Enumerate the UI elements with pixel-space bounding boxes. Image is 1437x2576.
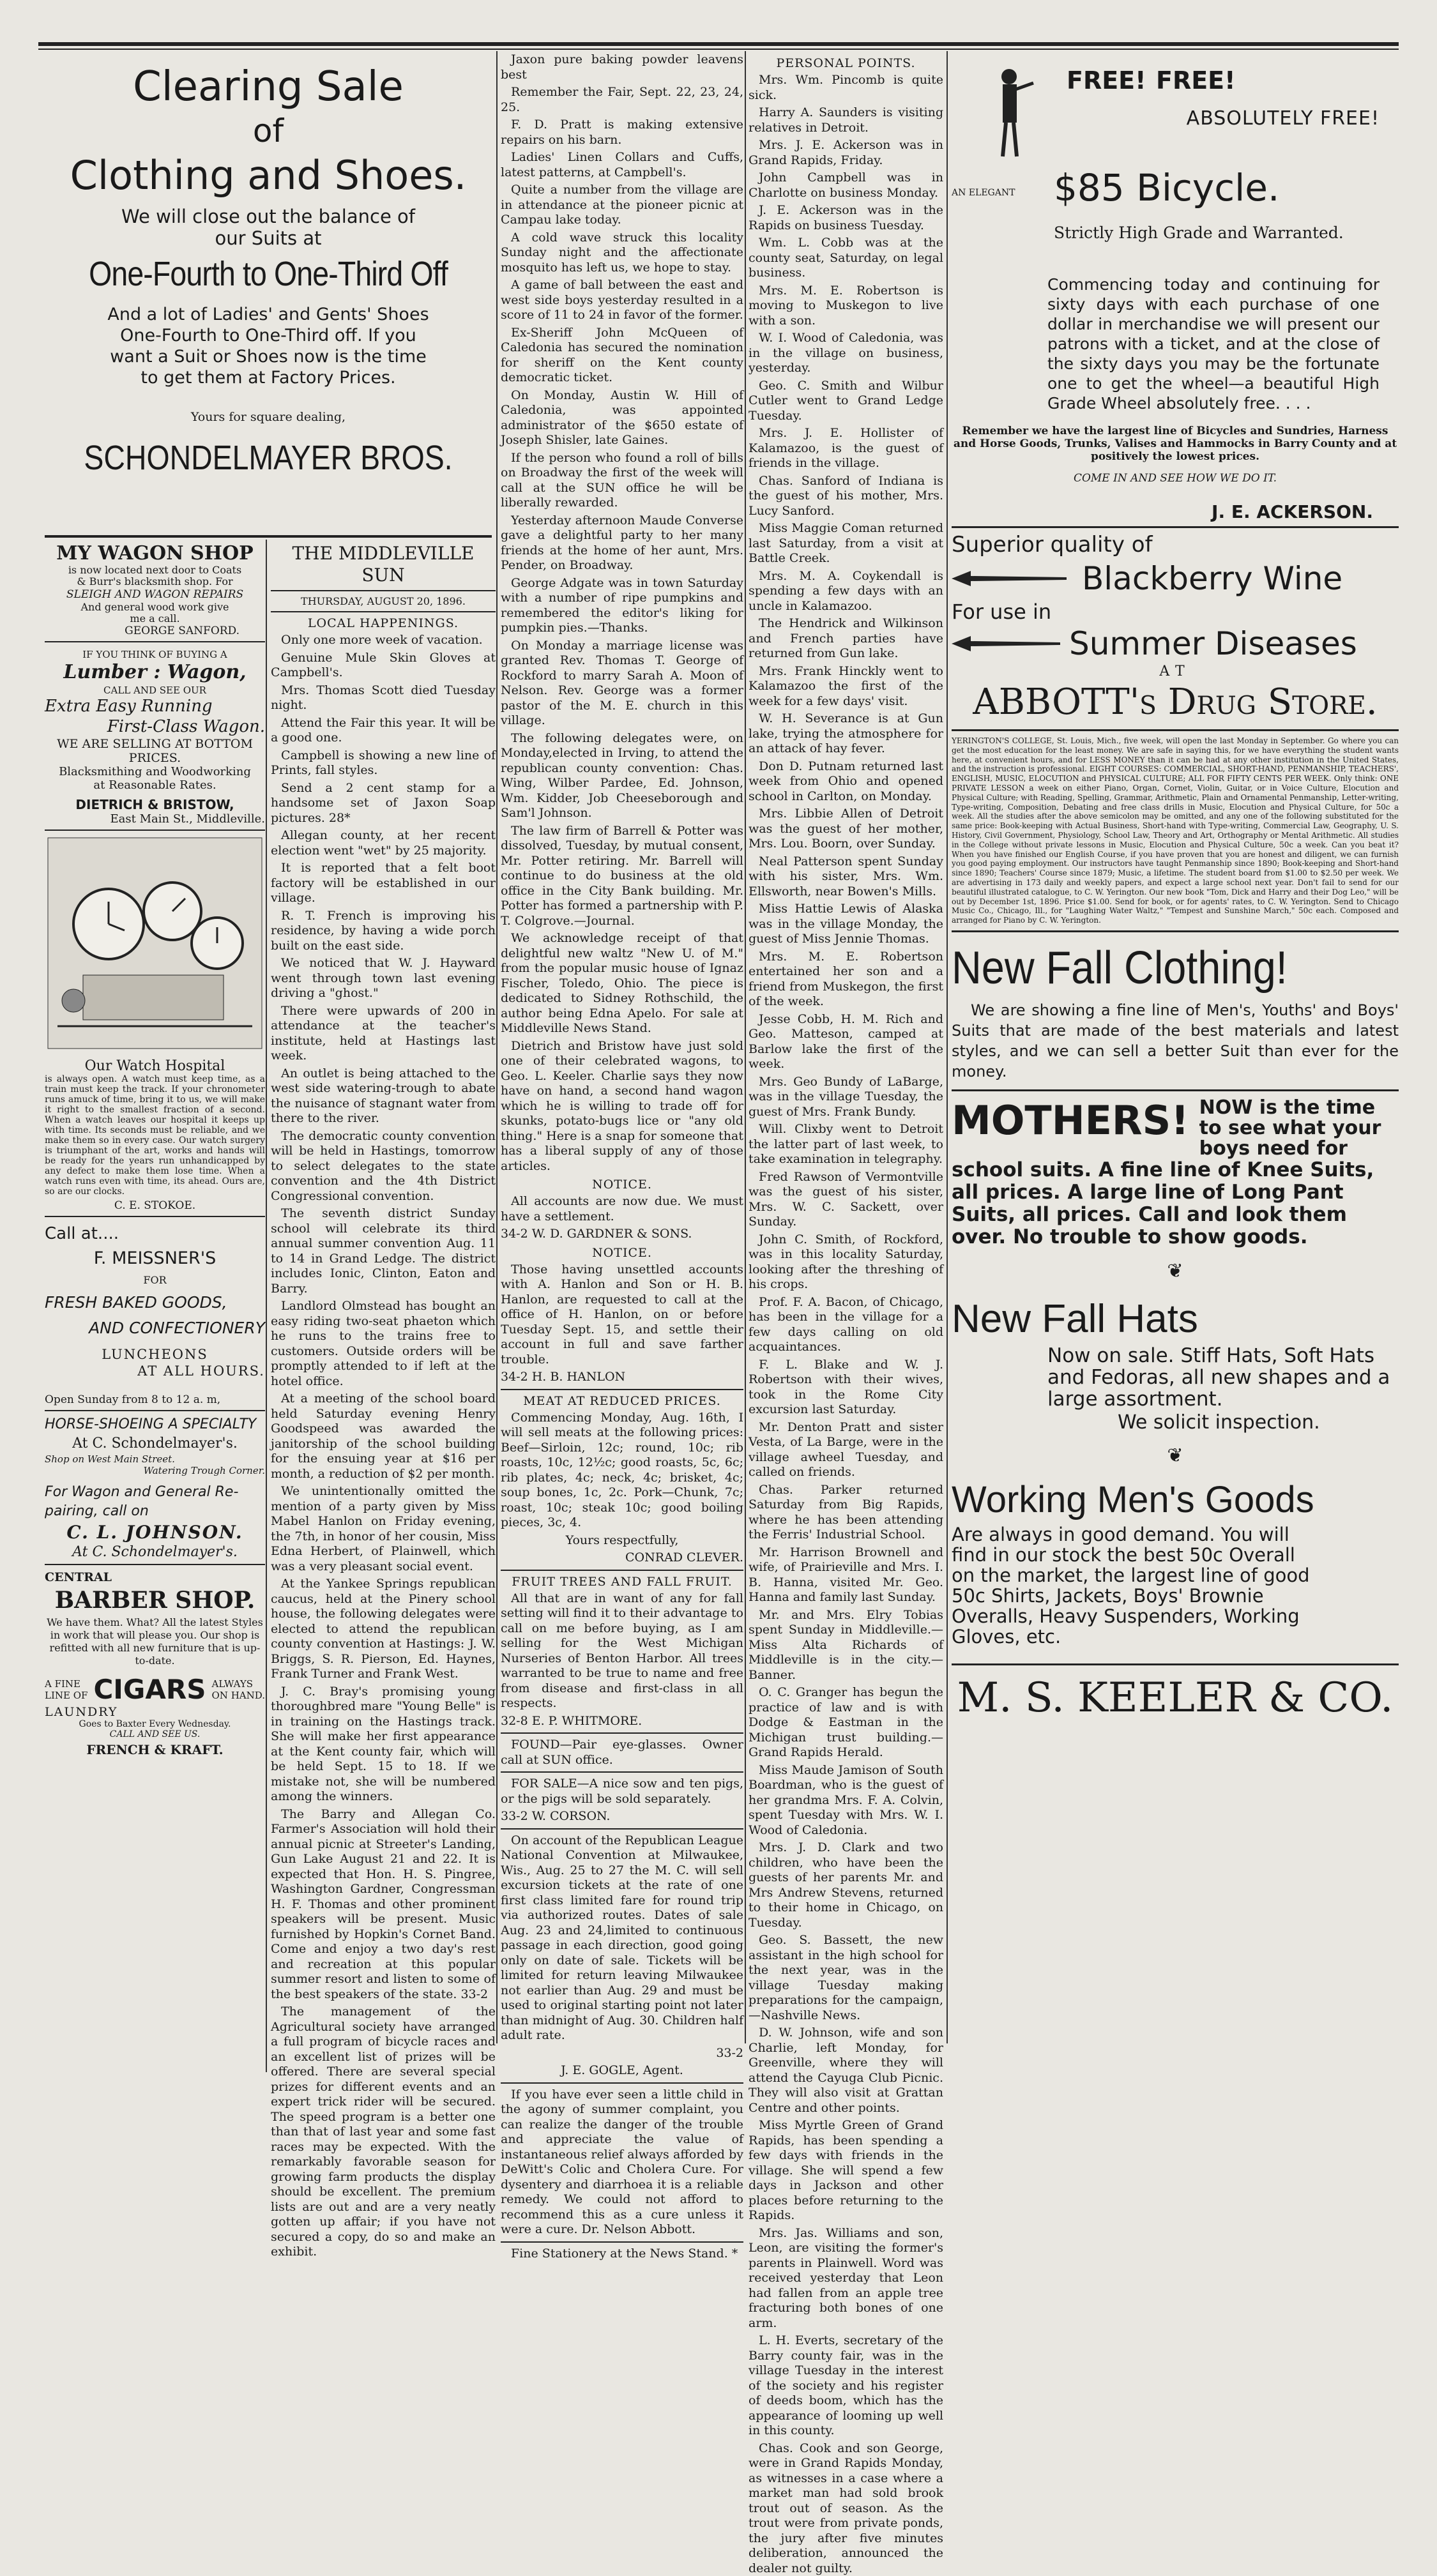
meissner-l6: LUNCHEONS [45, 1346, 265, 1363]
col3-items [501, 52, 743, 1174]
clearing-line2: of [45, 110, 492, 152]
notice1: All accounts are now due. We must have a settlement. [501, 1194, 743, 1224]
local-news-item: At a meeting of the school board held Saturday evening Henry Goodspeed was awarded the janitorship of the school building for the ensuing year at $16 per month, a reduction of $2 per month. [271, 1391, 496, 1481]
local-news-item: Send a 2 cent stamp for a handsome set of Jaxon Soap pictures. 28* [271, 781, 496, 826]
local-news-item: Campbell is showing a new line of Prints, fall styles. [271, 748, 496, 778]
news-item: We acknowledge receipt of that delightful new waltz "New U. of M." from the popular music house of Ignaz Fischer, Toledo, Ohio. The piece is dedicated to Sidney Rothschild, the author being Edna Apelo. For sale at Middleville News Stand. [501, 931, 743, 1036]
clearing-signature: SCHONDELMAYER BROS. [76, 433, 460, 483]
local-news-item: Only one more week of vacation. [271, 633, 496, 648]
personal-item: Harry A. Saunders is visiting relatives in Detroit. [749, 105, 943, 135]
wine-l3: For use in [952, 600, 1051, 624]
barber-sig: FRENCH & KRAFT. [45, 1742, 265, 1757]
top-rule-thin [38, 49, 1399, 50]
rule [271, 590, 496, 591]
horse-l1: HORSE-SHOEING A SPECIALTY [45, 1415, 265, 1434]
free1: FREE! [1067, 66, 1146, 95]
news-item: On Monday a marriage license was granted Rev. Thomas T. George of Rockford to marry Sarah A. Moon of Nelson. Rev. George was a former pastor of the M. E. church in this village. [501, 639, 743, 729]
horse-l3: Shop on West Main Street. [45, 1453, 265, 1465]
bicycle-come: COME IN AND SEE HOW WE DO IT. [952, 472, 1399, 485]
rule [501, 1570, 743, 1571]
news-item: Quite a number from the village are in attendance at the pioneer picnic at Campau lake today. [501, 183, 743, 228]
cigars-row [45, 1674, 265, 1705]
personal-item: Mrs. M. E. Robertson is moving to Muskegon to live with a son. [749, 284, 943, 329]
personal-item: The Hendrick and Wilkinson and French parties have returned from Gun lake. [749, 616, 943, 662]
barber-l2: BARBER SHOP. [45, 1584, 265, 1616]
clearing-line1: Clearing Sale [45, 64, 492, 110]
personal-item: F. L. Blake and W. J. Robertson with their wives, took in the Rome City excursion last Saturday. [749, 1358, 943, 1418]
watch-body: is always open. A watch must keep time, as a train must keep the track. If your chronometer runs amuck of time, bring it to us, we will make it right to the smallest fraction of a second. When a watch leaves our hospital it keeps up with time. Its seconds must be reliable, and we make them so in every case. Our watch surgery is triumphant of the art, works and hands will be ready for the years run unhandicapped by any defect to make them lose time. When a watch runs even with time, its ahead. Ours are, so are our clocks. [45, 1074, 265, 1197]
lumber-l7: PRICES. [45, 751, 265, 765]
personal-item: Chas. Parker returned Saturday from Big Rapids, where he has been attending the Ferris' Industrial School. [749, 1483, 943, 1543]
cig-c: ALWAYS [212, 1678, 266, 1690]
notice1-heading: NOTICE. [501, 1178, 743, 1192]
local-news-item: An outlet is being attached to the west side watering-trough to abate the nuisance of stagnant water from there to the river. [271, 1066, 496, 1126]
lumber-l11: East Main St., Middleville. [45, 812, 265, 826]
rule [45, 1216, 265, 1217]
barber-l7: CALL AND SEE US. [45, 1729, 265, 1739]
personal-item: D. W. Johnson, wife and son Charlie, left Monday, for Greenville, where they will attend the Cayuga Club Picnic. They will also visit at Grattan Centre and other points. [749, 2026, 943, 2116]
sun-column [271, 543, 496, 2139]
news-item: Remember the Fair, Sept. 22, 23, 24, 25. [501, 85, 743, 115]
col-rule [745, 51, 746, 2043]
wagon-l3: SLEIGH AND WAGON REPAIRS [45, 587, 265, 602]
news-item: On Monday, Austin W. Hill of Caledonia, was appointed administrator of the $650 estate of Joseph Shisler, late Gaines. [501, 388, 743, 448]
wine-row2 [952, 600, 1399, 624]
sale-ad: FOR SALE—A nice sow and ten pigs, or the pigs will be sold separately. [501, 1777, 743, 1807]
free2: FREE! [1156, 66, 1235, 95]
notice1-sig: 34-2 W. D. GARDNER & SONS. [501, 1227, 743, 1242]
rule [952, 930, 1399, 932]
keeler-sig: M. S. KEELER & CO. [952, 1669, 1399, 1727]
personal-item: Mr. Denton Pratt and sister Vesta, of La Barge, were in the village awheel Tuesday, and called on friends. [749, 1420, 943, 1480]
personal-item: Mrs. Wm. Pincomb is quite sick. [749, 73, 943, 103]
local-news-item: The management of the Agricultural society have arranged a full program of bicycle races and an excellent list of prizes will be offered. There are several special prizes for different events and an expert trick rider will be secured. The speed program is a better one than that of last year and some fast races may be expected. With the remarkably favorable season for growing farm products the display should be excellent. The premium lists are out and are a very neatly gotten up affair; if you have not secured a copy, do so and make an exhibit. [271, 2004, 496, 2260]
mothers-body: school suits. A fine line of Knee Suits, all prices. A large line of Long Pant Suits, all prices. Call and look them over. No trouble to show goods. [952, 1159, 1399, 1248]
rule [45, 1564, 265, 1565]
clothing-title: New Fall Clothing! [952, 936, 1354, 1000]
masthead: THE MIDDLEVILLE SUN [271, 543, 496, 586]
news-item: The following delegates were, on Monday,elected in Irving, to attend the republican county convention: Chas. Wing, Wilber Pardee, Ed. Johnson, Wm. Kidder, Job Cheeseborough and Sam'l Johnson. [501, 731, 743, 821]
col-rule [266, 540, 267, 2072]
clearing-p4: One-Fourth to One-Third off. If you [45, 325, 492, 346]
wagon-title: MY WAGON SHOP [45, 543, 265, 564]
local-news-item: Genuine Mule Skin Gloves at Campbell's. [271, 651, 496, 681]
personal-item: Miss Myrtle Green of Grand Rapids, has been spending a few days with friends in the village. She will spend a few days in Jackson and other places before returning to the Rapids. [749, 2118, 943, 2224]
personal-item: Mrs. J. E. Hollister of Kalamazoo, is the guest of friends in the village. [749, 426, 943, 471]
ornament-icon: ❦ [952, 1444, 1399, 1467]
lumber-l5: First-Class Wagon. [45, 716, 265, 737]
rule [952, 526, 1399, 528]
mothers-side: NOW is the time to see what your boys need for [1199, 1098, 1399, 1159]
rule [45, 641, 265, 642]
news-item: F. D. Pratt is making extensive repairs on his barn. [501, 117, 743, 148]
personal-item: J. E. Ackerson was in the Rapids on business Tuesday. [749, 203, 943, 233]
college-ad: YERINGTON'S COLLEGE, St. Louis, Mich., five week, will open the last Monday in September. Go where you can get the most education for the least money. We are safe in saying this, for we have everything the student wants here, at convenient hours, and for LESS MONEY than it can be had at any other institution in the United States, and the instruction is professional. EIGHT COURSES: COMMERCIAL, SHORT-HAND, PENMANSHIP, TEACHERS', ENGLISH, MUSIC, ELOCUTION and PHYSICAL CULTURE; ALL FOR FIFTY CENTS PER WEEK. Only think: ONE PRIVATE LESSON a week on either Piano, Organ, Cornet, Violin, Guitar, or in Voice Culture, Elocution and Physical Culture; with Reading, Spelling, Grammar, Arithmetic, Plain and Ornamental Penmanship, Letter-writing, Type-writing, Composition, Debating and free class drills in Music, Elocution and Physical Culture, for 50c a week. All the studies after the above semicolon may be omitted, and any one of the following substituted for the same price: Book-keeping with Actual Business, Short-hand with Type-writing, Commercial Law, Geography, U. S. History, Civil Government, Physiology, School Law, Theory and Art, Orthography or Mental Arithmetic. All studies in the College without private lessons in Music, Elocution and Physical Culture, 50c a week. Can you beat it? When you have finished our English Course, if you have proven that you are honest and diligent, we can furnish you good paying employment. Our instructors have taught Penmanship since 1890; Book-keeping and Short-hand since 1890; Teachers' Course since 1879; Music, a lifetime. The student board from $1.00 to $2.50 per week. We are advertising in 173 daily and weekly papers, and expect a large school next year. Don't fail to send for our beautiful illustrated catalogue, to C. W. Yerington. Our new book "Tom, Dick and Harry and their Dog Leo," will be out by December 1st, 1896. Price $1.00. Send for book, or for agents' rates, to C. W. Yerington. Send to Chicago Music Co., Chicago, Ill., for "Laughing Water Waltz," "Tempest and Sunshine March," 50c each. Composed and arranged for Piano by C. W. Yerington. [952, 736, 1399, 925]
wine-l5: AT [952, 663, 1399, 679]
horse-l7: C. L. JOHNSON. [45, 1521, 265, 1544]
col1-ads [45, 543, 265, 2146]
personal-item: John C. Smith, of Rockford, was in this locality Saturday, looking after the threshing of his crops. [749, 1232, 943, 1292]
local-news-item: J. C. Bray's promising young thoroughbred mare "Young Belle" is in training on the Hastings track. She will make her first appearance at the Kent county fair, which will be held Sept. 15 to 18. If we mistake not, she will be numbered among the winners. [271, 1685, 496, 1805]
notice2-heading: NOTICE. [501, 1246, 743, 1260]
clearing-p1: We will close out the balance of [45, 206, 492, 227]
personal-item: Chas. Cook and son George, were in Grand Rapids Monday, as witnesses in a case where a market man had sold brook trout out of season. As the trout were from private ponds, the jury after five minutes deliberation, announced the dealer not guilty. [749, 2441, 943, 2576]
top-rule [38, 42, 1399, 46]
wagon-sig: GEORGE SANFORD. [45, 625, 240, 637]
personal-item: O. C. Granger has begun the practice of law and is with Dodge & Eastman in the Michigan trust building.—Grand Rapids Herald. [749, 1685, 943, 1761]
lumber-l3: CALL AND SEE OUR [45, 685, 265, 696]
personal-item: Fred Rawson of Vermontville was the guest of his sister, Mrs. W. C. Sackett, over Sunday. [749, 1170, 943, 1230]
notice2: Those having unsettled accounts with A. Hanlon and Son or H. B. Hanlon, are requested to call at the office of H. Hanlon, on or before Tuesday Sept. 15, and settle their account in full and save farther trouble. [501, 1262, 743, 1368]
personal-item: Mrs. Frank Hinckly went to Kalamazoo the first of the week for a few days' visit. [749, 664, 943, 709]
local-news-item: It is reported that a felt boot factory will be established in our village. [271, 861, 496, 906]
personal-item: W. I. Wood of Caledonia, was in the village on business, yesterday. [749, 331, 943, 376]
barber-l3: We have them. What? All the latest Styles in work that will please you. Our shop is refitted with all new furniture that is up-to-date. [45, 1616, 265, 1667]
personal-item: Mrs. Jas. Williams and son, Leon, are visiting the former's parents in Plainwell. Word was received yesterday that Leon had fallen from an apple tree fracturing both bones of one arm. [749, 2226, 943, 2331]
news-item: Yesterday afternoon Maude Converse gave a delightful party to her many friends at the home of her aunt, Mrs. Pender, on Broadway. [501, 513, 743, 573]
hats-title: New Fall Hats [952, 1294, 1399, 1345]
news-item: Ladies' Linen Collars and Cuffs, latest patterns, at Campbell's. [501, 150, 743, 180]
bicycle-grade: Strictly High Grade and Warranted. [1054, 224, 1344, 242]
col-rule [947, 51, 948, 2043]
personal-item: W. H. Severance is at Gun lake, trying the atmosphere for an attack of hay fever. [749, 711, 943, 757]
meissner-l2: F. MEISSNER'S [45, 1246, 265, 1271]
fruit-sig: 32-8 E. P. WHITMORE. [501, 1714, 743, 1729]
personal-item: Will. Clixby went to Detroit the latter part of last week, to take examination in telegraphy. [749, 1122, 943, 1167]
working-title: Working Men's Goods [952, 1476, 1399, 1524]
barber-l5: LAUNDRY [45, 1705, 265, 1719]
personal-item: Jesse Cobb, H. M. Rich and Geo. Matteson, camped at Barlow lake the first of the week. [749, 1012, 943, 1072]
barber-l1: CENTRAL [45, 1570, 265, 1584]
personal-item: Mrs. J. D. Clark and two children, who have been the guests of her parents Mr. and Mrs Andrew Stevens, returned to their home in Chicago, on Tuesday. [749, 1840, 943, 1930]
meissner-l7: AT ALL HOURS. [45, 1363, 265, 1379]
wagon-l4: And general wood work give [45, 602, 265, 613]
news-item: George Adgate was in town Saturday with a number of ripe pumpkins and remembered the editor's liking for pumpkin pies.—Thanks. [501, 576, 743, 636]
rule [501, 2241, 743, 2243]
notice2-sig: 34-2 H. B. HANLON [501, 1370, 743, 1385]
barber-l6: Goes to Baxter Every Wednesday. [45, 1719, 265, 1729]
cigars-right [212, 1678, 266, 1701]
local-news-item: Landlord Olmstead has bought an easy riding two-seat phaeton which he runs to the trains free to customers. Outside orders will be promptly attended to if left at the hotel office. [271, 1299, 496, 1389]
league-s1: 33-2 [501, 2046, 743, 2061]
clearing-p2: our Suits at [45, 227, 492, 249]
wine-l2: Blackberry Wine [1082, 557, 1342, 600]
wagon-l5: me a call. [45, 613, 265, 625]
absolutely-free: ABSOLUTELY FREE! [1187, 107, 1380, 130]
wagon-l1: is now located next door to Coats [45, 564, 265, 576]
wine-l4: Summer Diseases [1069, 624, 1357, 663]
right-ads [952, 57, 1399, 2088]
lumber-l2: Lumber : Wagon, [45, 660, 265, 685]
local-news-item: Attend the Fair this year. It will be a good one. [271, 716, 496, 746]
wine-l1: Superior quality of [952, 532, 1399, 557]
fine-stationery: Fine Stationery at the News Stand. * [501, 2246, 743, 2262]
lumber-l8: Blacksmithing and Woodworking [45, 765, 265, 778]
cig-d: ON HAND. [212, 1690, 266, 1701]
personal-item: Mrs. Libbie Allen of Detroit was the guest of her mother, Mrs. Lou. Boorn, over Sunday. [749, 807, 943, 852]
horse-l2: At C. Schondelmayer's. [45, 1434, 265, 1453]
personal-item: Mr. Harrison Brownell and wife, of Prairieville and Mrs. I. B. Hanna, visited Mr. Geo. Hanna and family last Sunday. [749, 1545, 943, 1605]
watch-title: Our Watch Hospital [45, 1058, 265, 1074]
rule [952, 1663, 1399, 1665]
personal-item: Wm. L. Cobb was at the county seat, Saturday, on legal business. [749, 236, 943, 281]
personal-heading: PERSONAL POINTS. [749, 56, 943, 70]
personal-item: Mrs. Geo Bundy of LaBarge, was in the village Tuesday, the guest of Mrs. Frank Bundy. [749, 1075, 943, 1120]
personal-column [749, 52, 943, 2083]
bicycle-body: Commencing today and continuing for sixty days with each purchase of one dollar in merchandise we will present our patrons with a ticket, and at the close of the sixty days you may be the fortunate one to get the wheel—a beautiful High Grade Wheel absolutely free. . . . [1047, 275, 1380, 413]
local-news-item: R. T. French is improving his residence, by having a wide porch built on the east side. [271, 909, 496, 954]
personal-item: Miss Maude Jamison of South Boardman, who is the guest of her grandma Mrs. F. A. Colvin, spent Tuesday with Mrs. W. I. Wood of Caledonia. [749, 1763, 943, 1838]
col-rule [496, 51, 498, 2043]
arrow-icon [952, 631, 1060, 656]
meissner-l4: FRESH BAKED GOODS, [45, 1290, 265, 1315]
found-ad: FOUND—Pair eye-glasses. Owner call at SUN office. [501, 1738, 743, 1768]
horse-l4: Watering Trough Corner. [45, 1465, 265, 1476]
fruit-body: All that are in want of any for fall setting will find it to their advantage to call on me before buying, as I am selling for the West Michigan Nurseries of Benton Harbor. All trees warranted to be true to name and free from disease and first-class in all respects. [501, 1591, 743, 1711]
personal-item: Miss Hattie Lewis of Alaska was in the village Monday, the guest of Miss Jennie Thomas. [749, 902, 943, 947]
mothers-row [952, 1098, 1399, 1159]
clearing-big: One-Fourth to One-Third Off [76, 249, 460, 299]
personal-item: Geo. S. Bassett, the new assistant in the high school for the next year, was in the village Tuesday making preparations for the campaign,—Nashville News. [749, 1933, 943, 2023]
clothing-body: We are showing a fine line of Men's, Youths' and Boys' Suits that are made of the best materials and latest styles, and we can sell a better Suit than ever for the money. [952, 1000, 1399, 1082]
personal-item: Don D. Putnam returned last week from Ohio and opened school in Carlton, on Monday. [749, 759, 943, 805]
bicycle-price: $85 Bicycle. [1054, 166, 1279, 209]
wagon-l2: & Burr's blacksmith shop. For [45, 576, 265, 587]
local-news-item: We unintentionally omitted the mention of a party given by Miss Mabel Hanlon on Friday evening, the 7th, in honor of her cousin, Miss Edna Herbert, of Plainwell, which was a very pleasant social event. [271, 1484, 496, 1574]
arrow-icon [952, 566, 1067, 591]
rule [45, 1410, 265, 1411]
news-item: Jaxon pure baking powder leavens best [501, 52, 743, 82]
horse-l6: pairing, call on [45, 1502, 265, 1521]
meissner-l1: Call at.... [45, 1221, 265, 1246]
working-body: Are always in good demand. You will find in our stock the best 50c Overall on the market, the largest line of good 50c Shirts, Jackets, Boys' Brownie Overalls, Heavy Suspenders, Working Gloves, etc. [952, 1524, 1316, 1647]
clearing-p5: want a Suit or Shoes now is the time [45, 346, 492, 367]
sun-items [271, 633, 496, 2260]
rule [501, 1389, 743, 1390]
fruit-heading: FRUIT TREES AND FALL FRUIT. [501, 1575, 743, 1589]
league-s2: J. E. GOGLE, Agent. [501, 2063, 743, 2079]
personal-item: Neal Patterson spent Sunday with his sister, Mrs. Wm. Ellsworth, near Bowen's Mills. [749, 854, 943, 900]
personal-item: Mrs. J. E. Ackerson was in Grand Rapids, Friday. [749, 138, 943, 168]
meissner-l3: FOR [45, 1271, 265, 1290]
ornament-icon: ❦ [952, 1260, 1399, 1282]
news-item: If the person who found a roll of bills on Broadway the first of the week will call at the SUN office he will be liberally rewarded. [501, 451, 743, 511]
meat-body: Commencing Monday, Aug. 16th, I will sell meats at the following prices: Beef—Sirloin, 12c; round, 10c; rib roasts, 10c, 12½c; good roasts, 5c, 6c; rib plates, 4c; neck, 4c; brisket, 4c; soup bones, 1c, 2c. Pork—Chunk, 7c; roast, 10c; steak 10c; good boiling pieces, 3c, 4. [501, 1411, 743, 1531]
bicycle-ad [952, 57, 1399, 275]
local-news-item: The Barry and Allegan Co. Farmer's Association will hold their annual picnic at Streeter's Landing, Gun Lake August 21 and 22. It is expected that Hon. H. S. Pingree, Washington Gardner, Congressman H. F. Thomas and other prominent speakers will be present. Music furnished by Hopkin's Cornet Band. Come and enjoy a two day's rest and recreation at this popular summer resort and listen to some of the best speakers of the state. 33-2 [271, 1807, 496, 2003]
rule [45, 830, 265, 831]
local-news-item: We noticed that W. J. Hayward went through town last evening driving a "ghost." [271, 956, 496, 1001]
col3 [501, 52, 743, 2083]
mothers-title: MOTHERS! [952, 1098, 1189, 1144]
local-news-item: Allegan county, at her recent election went "wet" by 25 majority. [271, 828, 496, 858]
lumber-l6: WE ARE SELLING AT BOTTOM [45, 737, 265, 751]
hats-body: Now on sale. Stiff Hats, Soft Hats and Fedoras, all new shapes and a large assortment. [1047, 1345, 1399, 1410]
meat-s1: Yours respectfully, [501, 1533, 743, 1549]
clearing-sale-ad [45, 57, 492, 517]
lumber-l9: at Reasonable Rates. [45, 778, 265, 792]
rule [501, 2082, 743, 2084]
local-news-item: The democratic county convention will be held in Hastings, tomorrow to select delegates to the state convention and the 4th District Congressional convention. [271, 1129, 496, 1204]
lumber-l10: DIETRICH & BRISTOW, [45, 797, 265, 812]
clearing-rule [45, 535, 492, 538]
an-elegant: AN ELEGANT [952, 188, 1015, 198]
local-news-item: There were upwards of 200 in attendance at the teacher's institute, held at Hastings last week. [271, 1004, 496, 1064]
local-happenings-heading: LOCAL HAPPENINGS. [271, 616, 496, 630]
wine-l6: ABBOTT's Drug Store. [952, 679, 1399, 725]
personal-item: Prof. F. A. Bacon, of Chicago, has been in the village for a few days calling on old acquaintances. [749, 1295, 943, 1355]
news-item: A cold wave struck this locality Sunday night and the affectionate mosquito has left us, we hope to stay. [501, 231, 743, 276]
clearing-p6: to get them at Factory Prices. [45, 367, 492, 388]
horse-l8: At C. Schondelmayer's. [45, 1544, 265, 1560]
meat-heading: MEAT AT REDUCED PRICES. [501, 1394, 743, 1408]
watch-sig: C. E. STOKOE. [45, 1199, 265, 1212]
cigars-left [45, 1678, 87, 1701]
personal-item: Mr. and Mrs. Elry Tobias spent Sunday in Middleville.—Miss Alta Richards of Middleville is in the city.—Banner. [749, 1608, 943, 1683]
local-news-item: At the Yankee Springs republican caucus, held at the Pinery school house, the following delegates were elected to attend the republican county convention at Hastings: J. W. Briggs, S. R. Pierson, Ed. Haynes, Frank Turner and Frank West. [271, 1577, 496, 1682]
cig-b: LINE OF [45, 1690, 87, 1701]
hats-inv: We solicit inspection. [1118, 1410, 1399, 1436]
league-body: On account of the Republican League National Convention at Milwaukee, Wis., Aug. 25 to 27 the M. C. will sell excursion tickets at the rate of one first class limited fare for round trip via authorized routes. Dates of sale Aug. 23 and 24,limited to continuous passage in each direction, good going only on date of sale. Tickets will be limited for return leaving Milwaukee not earlier than Aug. 29 and must be used to original starting point not later than midnight of Aug. 30. Children half adult rate. [501, 1833, 743, 2043]
personal-item: Mrs. M. E. Robertson entertained her son and a friend from Muskegon, the first of the week. [749, 950, 943, 1010]
rule [501, 1828, 743, 1830]
personal-items [749, 73, 943, 2576]
meissner-l8: Open Sunday from 8 to 12 a. m, [45, 1393, 265, 1406]
watch-hospital-illustration-icon [45, 835, 265, 1052]
news-item: A game of ball between the east and west side boys yesterday resulted in a score of 11 to 24 in favor of the former. [501, 278, 743, 323]
lumber-l4: Extra Easy Running [45, 696, 265, 716]
clearing-yours: Yours for square dealing, [45, 410, 492, 424]
personal-item: L. H. Everts, secretary of the Barry county fair, was in the village Tuesday in the interest of the society and his register of deeds boom, which has the appearance of looming up well in this county. [749, 2333, 943, 2439]
horse-l5: For Wagon and General Re- [45, 1483, 265, 1502]
rule [501, 1732, 743, 1734]
local-news-item: Mrs. Thomas Scott died Tuesday night. [271, 683, 496, 713]
personal-item: Mrs. M. A. Coykendall is spending a few days with an uncle in Kalamazoo. [749, 569, 943, 614]
wine-row [952, 557, 1399, 600]
clearing-line3: Clothing and Shoes. [45, 152, 492, 199]
rule [501, 1771, 743, 1773]
bicycle-sig: J. E. ACKERSON. [952, 501, 1373, 522]
cure-body: If you have ever seen a little child in the agony of summer complaint, you can realize the danger of the trouble and appreciate the value of instantaneous relief always afforded by DeWitt's Colic and Cholera Cure. For dysentery and diarrhoea it is a reliable remedy. We could not afford to recommend this as a cure unless it were a cure. Dr. Nelson Abbott. [501, 2087, 743, 2238]
wine-row3 [952, 624, 1399, 663]
rule [271, 611, 496, 612]
man-pointing-icon [990, 64, 1035, 160]
local-news-item: The seventh district Sunday school will celebrate its third annual summer convention Aug. 11 to 14 in Grand Ledge. The district includes Ionic, Clinton, Eaton and Barry. [271, 1206, 496, 1296]
personal-item: Miss Maggie Coman returned last Saturday, from a visit at Battle Creek. [749, 521, 943, 566]
news-item: The law firm of Barrell & Potter was dissolved, Tuesday, by mutual consent, Mr. Potter retiring. Mr. Barrell will continue to do business at the old office in the City Bank building. Mr. Potter has formed a partnership with P. T. Colgrove.—Journal. [501, 824, 743, 929]
meat-s2: CONRAD CLEVER. [501, 1550, 743, 1566]
lumber-l1: IF YOU THINK OF BUYING A [45, 649, 265, 660]
meissner-l5: AND CONFECTIONERY [45, 1315, 265, 1341]
rule [952, 1089, 1399, 1091]
personal-item: Geo. C. Smith and Wilbur Cutler went to Grand Ledge Tuesday. [749, 379, 943, 424]
rule [952, 729, 1399, 731]
clearing-p3: And a lot of Ladies' and Gents' Shoes [45, 304, 492, 325]
news-item: Ex-Sheriff John McQueen of Caledonia has secured the nomination for sheriff on the Kent county democratic ticket. [501, 326, 743, 386]
personal-item: John Campbell was in Charlotte on business Monday. [749, 170, 943, 201]
personal-item: Chas. Sanford of Indiana is the guest of his mother, Mrs. Lucy Sanford. [749, 474, 943, 519]
bicycle-rem: Remember we have the largest line of Bicycles and Sundries, Harness and Horse Goods, Trunks, Valises and Hammocks in Barry County and at positively the lowest prices. [952, 425, 1399, 463]
issue-date: THURSDAY, AUGUST 20, 1896. [271, 595, 496, 607]
cig-a: A FINE [45, 1678, 87, 1690]
sale-sig: 33-2 W. CORSON. [501, 1809, 743, 1824]
news-item: Dietrich and Bristow have just sold one of their celebrated wagons, to Geo. L. Keeler. Charlie says they now have on hand, a second hand wagon which he is willing to trade off for skunks, potato-bugs lice or "any old thing." Here is a snap for someone that has a liberal supply of any of those articles. [501, 1039, 743, 1174]
cigars-word: CIGARS [93, 1674, 206, 1705]
